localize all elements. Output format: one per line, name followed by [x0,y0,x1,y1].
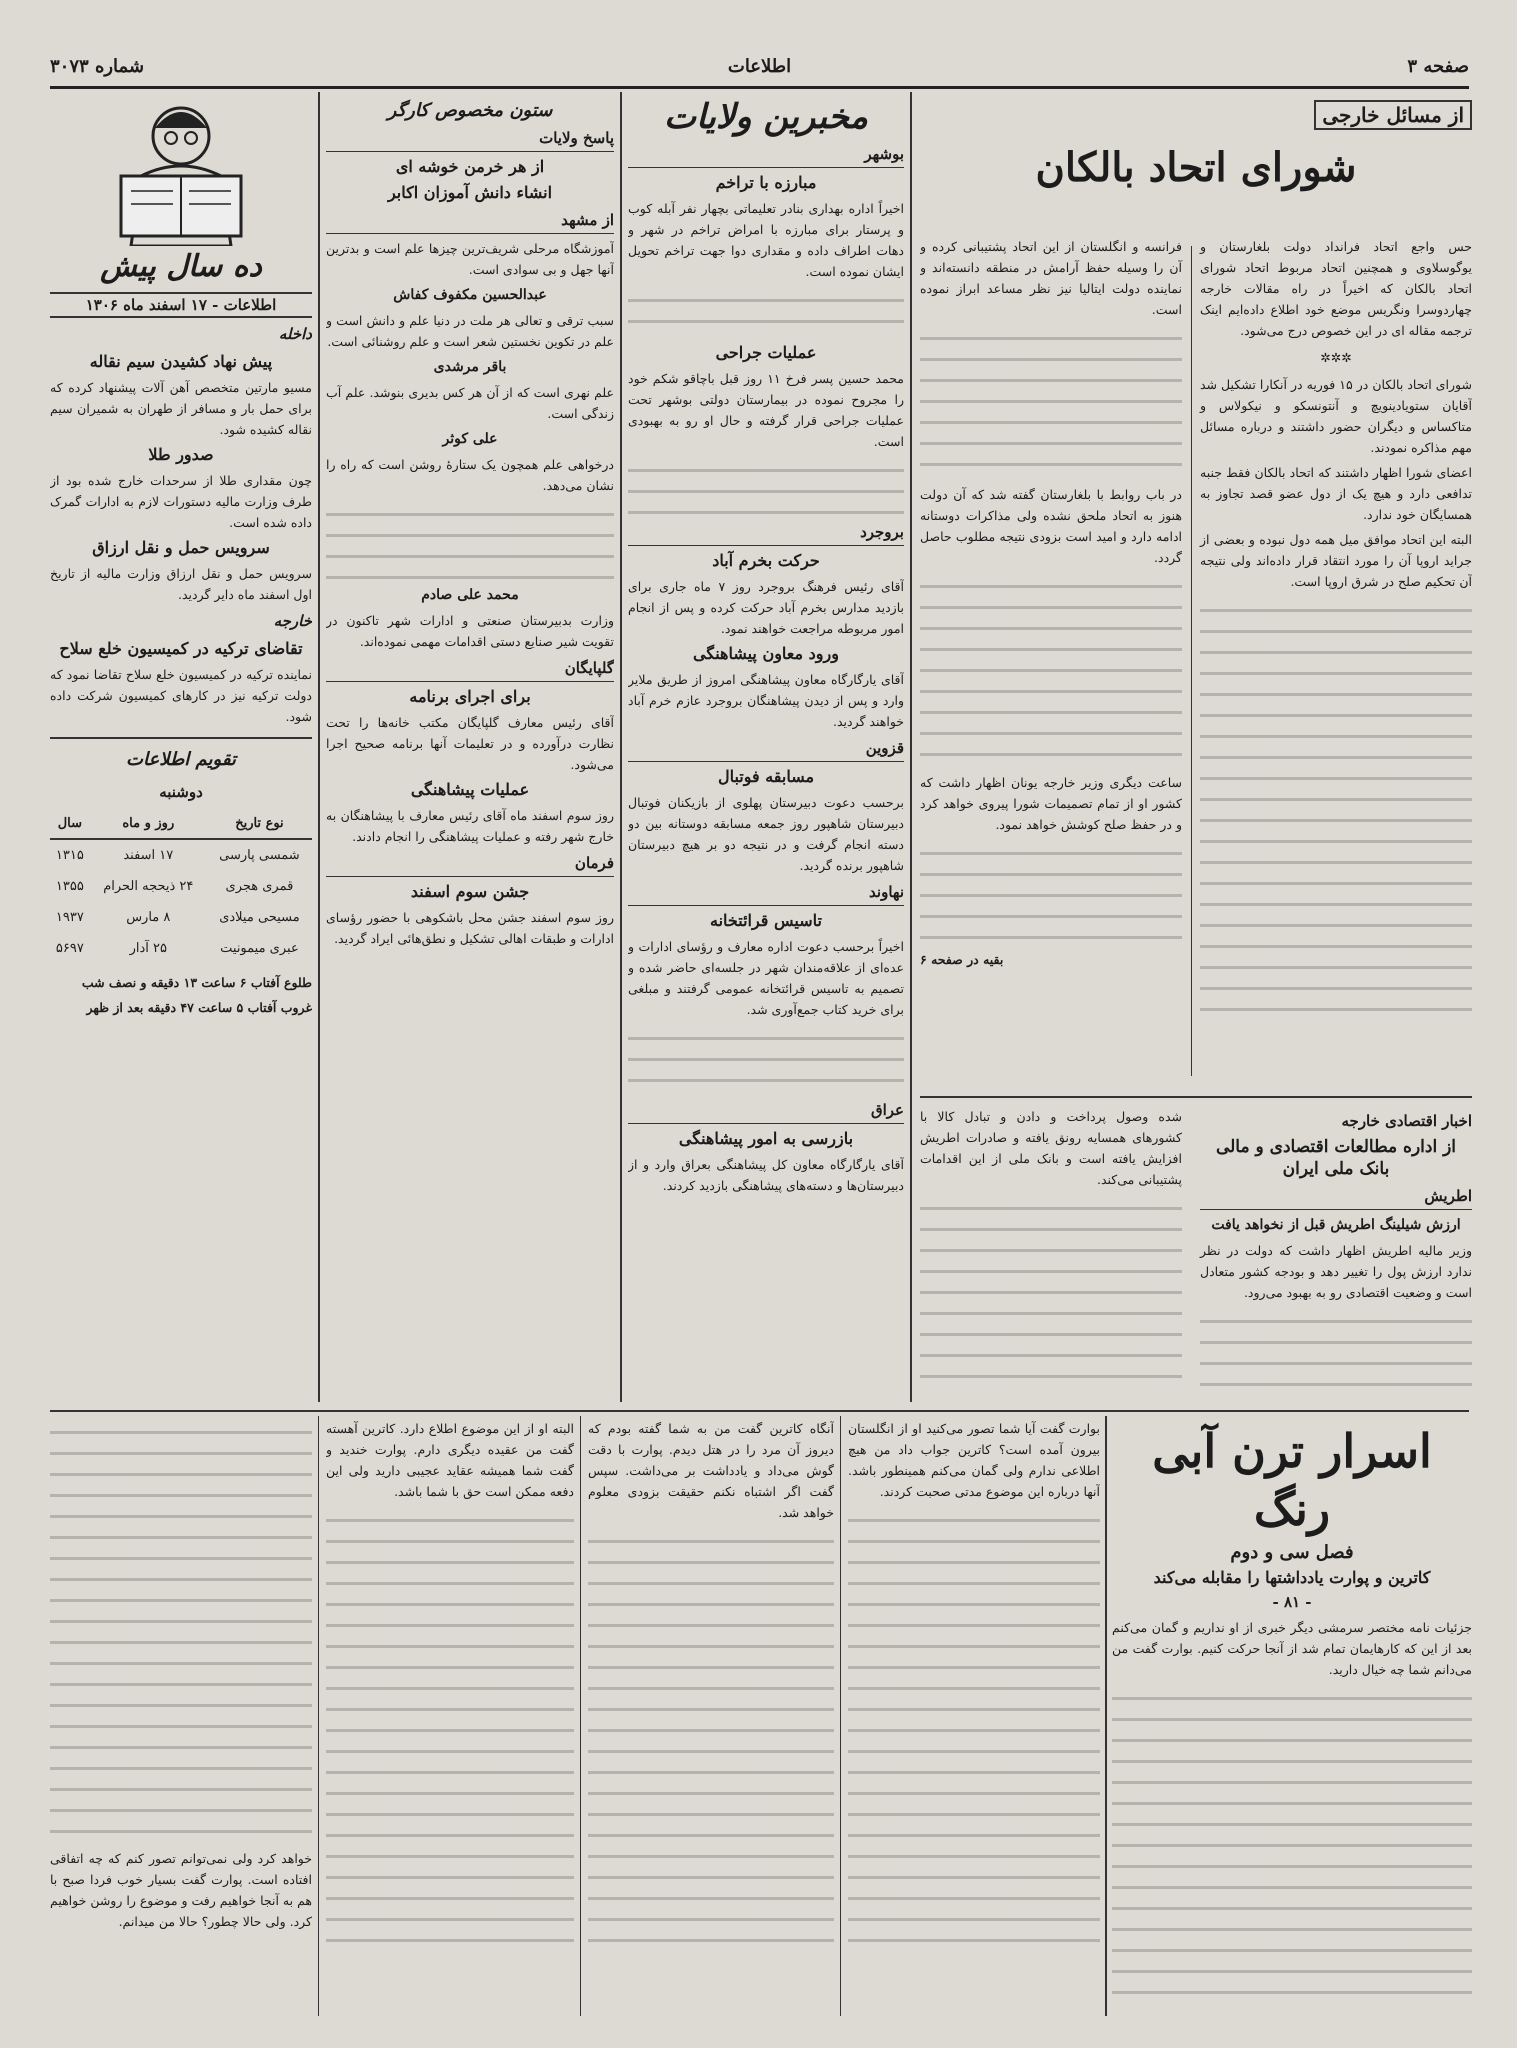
foreign-paragraph: شورای اتحاد بالکان در ۱۵ فوریه در آنکارا تشکیل شد آقایان ستویادینویچ و آنتونسکو و نیکولاس و متاکساس و دیگران حضور داشتند و درباره مسائل مهم مذاکره نمودند. [1200,377,1472,455]
news-text: اخیراً برحسب دعوت اداره معارف و رؤسای ادارات و عده‌ای از علاقه‌مندان شهر در جلسه‌ای حاضر شده و تصمیم به تاسیس قرائتخانه عمومی گرفتند و مبلغی برای خرید کتاب جمع‌آوری شد. [628,939,904,1017]
page-number: صفحه ۳ [1407,56,1469,77]
section-rule [50,737,312,739]
calendar-day: دوشنبه [159,783,203,801]
news-text: آقای یارگارگاه معاون پیشاهنگی امروز از طریق ملایر وارد و پس از دیدن پیشاهنگان بروجرد عازم خرم آباد خواهند گردید. [628,672,904,729]
text-block [920,1194,1182,1384]
news-headline: حرکت بخرم آباد [712,551,820,570]
table-row [50,902,312,933]
old-news-text: نماینده ترکیه در کمیسیون خلع سلاح تقاضا نمود که دولت ترکیه نیز در کارهای کمیسیون شرکت داده شود. [50,667,312,724]
text-block [50,1418,312,1848]
sunrise-time: طلوع آفتاب ۶ ساعت ۱۳ دقیقه و نصف شب [81,975,312,990]
sunset-time: غروب آفتاب ۵ ساعت ۴۷ دقیقه بعد از ظهر [86,1000,312,1015]
serial-text: آنگاه کاترین گفت من به شما گفته بودم که دیروز آن مرد را در هتل دیدم. پوارت با دقت گوش می‌داد و یادداشت بر می‌داشت. سپس گفت اگر اشتباه نکنم حقیقت بزودی معلوم خواهد شد. [588,1421,834,1520]
serial-text: بوارت گفت آیا شما تصور می‌کنید او از انگلستان بیرون آمده است؟ کاترین جواب داد من هیچ اطلاعی ندارم ولی گمان می‌کنم همینطور باشد. آنها درباره این موضوع مدتی صحبت کردند. [848,1421,1100,1499]
letters-section-label: ستون مخصوص کارگر [387,100,553,121]
old-news-headline: صدور طلا [148,445,214,464]
serial-text: البته او از این موضوع اطلاع دارد. کاترین آهسته گفت من عقیده دیگری دارم. پوارت خندید و گفت شما همیشه عقاید عجیبی دارید ولی این دفعه ممکن است حق با شما باشد. [326,1421,574,1499]
provinces-title: مخبرین ولایات [664,97,868,137]
news-headline: ورود معاون پیشاهنگی [693,644,839,663]
letter-text: روز سوم اسفند ماه آقای رئیس معارف با پیشاهنگان به خارج شهر رفته و عملیات پیشاهنگی را انجام دادند. [326,808,614,844]
letters-headline: انشاء دانش آموزان اکابر [387,183,553,202]
econ-country: اطریش [1200,1186,1472,1210]
foreign-paragraph: در باب روابط با بلغارستان گفته شد که آن دولت هنوز به اتحاد ملحق نشده ولی مذاکرات دوستانه ادامه دارد و امید است بزودی نتیجه مطلوب حاصل گردد. [920,487,1182,565]
ten-years-date: اطلاعات - ۱۷ اسفند ماه ۱۳۰۶ [50,292,312,318]
city-label: نهاوند [628,882,904,906]
news-headline: تاسیس قرائتخانه [710,911,822,930]
calendar-header: نوع تاریخ [207,809,312,839]
balkan-title: شورای اتحاد بالکان [1035,144,1357,191]
city-label: بوشهر [628,144,904,168]
city-label: فرمان [326,853,614,877]
old-news-text: مسیو مارتین متخصص آهن آلات پیشنهاد کرده که برای حمل بار و مسافر از طهران به شمیران سیم نقاله کشیده شود. [50,380,312,437]
column-rule [620,92,622,1402]
city-label: از مشهد [326,210,614,234]
news-text: اخیراً اداره بهداری بنادر تعلیماتی بچهار نفر آبله کوب و پرستار برای مبارزه با امراض تراخم در شهر و دهات اطراف داده و مقداری دوا جهت تراخم تحویل ایشان نموده است. [628,201,904,279]
letter-text: علم نهری است که از آن هر کس بدیری بنوشد. علم آب زندگی است. [326,385,614,421]
letter-text: آموزشگاه مرحلی شریف‌ترین چیزها علم است و بدترین آنها جهل و بی سوادی است. [326,241,614,277]
serial-text: جزئیات نامه مختصر سرمشی دیگر خبری از او نداریم و گمان می‌کنم بعد از این که کارهایمان تمام شد از آنجا حرکت کنیم. بوارت گفت من می‌دانم شما چه خیال دارید. [1112,1620,1472,1677]
text-block [588,1527,834,1947]
calendar-cell: قمری هجری [225,879,294,894]
text-block [1200,596,1472,1016]
foreign-col-1 [1200,236,1472,1086]
city-label: قزوین [628,738,904,762]
old-news-headline: سرویس حمل و نقل ارزاق [92,538,270,557]
serial-subtitle: کاترین و پوارت یادداشتها را مقابله می‌کند [1153,1568,1431,1587]
letters-headline: جشن سوم اسفند [410,882,530,901]
letter-text: آقای رئیس معارف گلپایگان مکتب خانه‌ها را تحت نظارت درآورده و در تعلیمات آنها برنامه صحیح اجرا می‌شود. [326,715,614,772]
reader-illustration-icon [81,96,281,246]
ten-years-ago-section [50,96,312,1396]
column-rule [318,1416,319,2016]
calendar-cell: ۱۷ اسفند [123,848,174,863]
news-text: برحسب دعوت دبیرستان پهلوی از بازیکنان فوتبال دبیرستان شاهپور روز جمعه مسابقه دوستانه بین دو دسته انجام گرفت و در نتیجه دو بر هیچ دبیرستان شاهپور برنده گردید. [628,795,904,873]
text-block [628,286,904,338]
text-block [1112,1684,1472,1994]
serial-col-5 [50,1418,312,2018]
foreign-section-label: از مسائل خارجی [1314,100,1472,130]
news-headline: بازرسی به امور پیشاهنگی [678,1129,854,1148]
econ-subtitle: ارزش شیلینگ اطریش قبل از نخواهد یافت [1211,1217,1461,1233]
news-text: آقای یارگارگاه معاون کل پیشاهنگی بعراق وارد و از دبیرستان‌ها و دسته‌های پیشاهنگی بازدید کردند. [628,1157,904,1193]
author-name: علی کوثر [442,431,498,447]
calendar-cell: ۱۳۱۵ [55,848,84,863]
text-block [628,1024,904,1094]
author-name: عبدالحسین مکفوف کفاش [393,287,547,303]
city-label: بروجرد [628,522,904,546]
newspaper-name: اطلاعات [727,56,792,77]
econ-text: وزیر مالیه اطریش اظهار داشت که دولت در نظر ندارد ارزش پول را تغییر دهد و بودجه کشور متعادل است و وضعیت اقتصادی رو به بهبود می‌رود. [1200,1243,1472,1300]
foreign-paragraph: ساعت دیگری وزیر خارجه یونان اظهار داشت که کشور او از تمام تصمیمات شورا پیروی خواهد کرد و در حفظ صلح کوشش خواهد نمود. [920,775,1182,832]
domestic-label: داخله [278,325,312,343]
econ-section-label: اخبار اقتصادی خارجه [1341,1112,1472,1130]
provinces-section [628,96,904,1396]
news-headline: مسابقه فوتبال [717,767,815,786]
old-news-text: چون مقداری طلا از سرحدات خارج شده بود از طرف وزارت مالیه دستورات لازم به ادارات گمرک داده شده است. [50,473,312,530]
text-block [326,500,614,580]
serial-col-3 [588,1418,834,2018]
column-rule [1105,1416,1107,2016]
foreign-col-2 [920,236,1182,1086]
calendar-cell: ۸ مارس [126,910,171,925]
column-rule [580,1416,581,2016]
author-name: محمد علی صادم [421,587,519,603]
text-block [920,839,1182,949]
letters-sub: پاسخ ولایات [326,128,614,152]
calendar-header: سال [50,809,90,839]
news-text: محمد حسین پسر فرخ ۱۱ روز قبل باچاقو شکم خود را مجروح نموده در بیمارستان دولتی بوشهر تحت عملیات جراحی قرار گرفته و حال او رو به بهبودی است. [628,371,904,449]
serial-story-header [1112,1418,1472,2018]
calendar-header: روز و ماه [90,809,207,839]
foreign-paragraph: البته این اتحاد موافق میل همه دول نبوده و بعضی از جراید اروپا آن را مورد انتقاد قرار داده‌اند ولی نتیجه آن تحکیم صلح در شرق اروپا است. [1200,532,1472,589]
column-rule [840,1416,841,2016]
calendar-cell: ۱۹۳۷ [55,910,84,925]
calendar-cell: ۱۳۵۵ [55,879,84,894]
calendar-cell: عبری میمونیت [220,941,299,956]
foreign-intro: حس واجع اتحاد فرانداد دولت بلغارستان و یوگوسلاوی و همچنین اتحاد مربوط اتحاد شورای اتحاد بالکان که اخیراً در راه مقالات خارجه چهاردوسرا ونگریس موضع خود اطلاع داده‌ایم اینک ترجمه مقاله ای در این خصوص درج می‌شود. [1200,239,1472,338]
text-block [1200,1307,1472,1387]
column-rule [318,92,320,1402]
table-row [50,839,312,871]
letters-headline: برای اجرای برنامه [409,687,531,706]
economic-news [1200,1106,1472,1396]
star-divider: ✲✲✲ [1320,350,1352,365]
calendar-cell: شمسی پارسی [219,848,300,863]
section-rule [920,1096,1472,1098]
ten-years-title: ده سال پیش [100,249,262,284]
text-block [628,456,904,516]
foreign-paragraph: فرانسه و انگلستان از این اتحاد پشتیبانی کرده و آن را وسیله حفظ آرامش در منطقه دانسته‌اند و نماینده دولت ایتالیا نیز نظر مساعد ابراز نموده است. [920,239,1182,317]
city-label: گلپایگان [326,658,614,682]
continued-note: بقیه در صفحه ۶ [920,952,1004,967]
economic-news-cont [920,1106,1182,1396]
old-news-headline: تقاضای ترکیه در کمیسیون خلع سلاح [59,639,303,658]
serial-chapter: فصل سی و دوم [1230,1542,1354,1563]
letters-headline: از هر خرمن خوشه ای [395,157,545,176]
letter-text: درخواهی علم همچون یک ستارهٔ روشن است که راه را نشان می‌دهد. [326,457,614,493]
news-text: آقای رئیس فرهنگ بروجرد روز ۷ ماه جاری برای بازدید مدارس بخرم آباد حرکت کرده و پس از انجام امور مربوطه مراجعت خواهند نمود. [628,579,904,636]
letter-text: روز سوم اسفند جشن محل باشکوهی با حضور رؤسای ادارات و طبقات اهالی تشکیل و نطق‌هائی ایراد گردید. [326,910,614,946]
page-header [50,52,1469,89]
column-rule [1191,246,1192,1076]
table-row [50,871,312,902]
old-news-headline: پیش نهاد کشیدن سیم نقاله [89,352,273,371]
serial-part: - ۸۱ - [1272,1593,1312,1611]
calendar-table [50,809,312,964]
letter-text: سبب ترقی و تعالی هر ملت در دنیا علم و دانش است و علم در تکوین نخستین شعر است و علم روشنائی است. [326,313,614,349]
text-block [848,1506,1100,1946]
calendar-cell: مسیحی میلادی [219,910,300,925]
section-rule [50,1410,1469,1412]
letter-text: وزارت بدبیرستان صنعتی و ادارات شهر تاکنون در تقویت شیر صنایع دستی اقدامات مهمی نموده‌اند. [326,613,614,649]
foreign-label: خارجه [273,612,312,630]
calendar-cell: ۲۵ آدار [129,941,167,956]
foreign-affairs-section [920,96,1472,1396]
text-block [920,324,1182,484]
news-headline: عملیات جراحی [715,343,817,362]
calendar-title: تقویم اطلاعات [126,749,236,770]
letters-headline: عملیات پیشاهنگی [410,780,530,799]
text-block [920,572,1182,772]
column-rule [910,92,912,1402]
old-news-text: سرویس حمل و نقل ارزاق وزارت مالیه از تاریخ اول اسفند ماه دایر گردید. [50,566,312,602]
news-headline: مبارزه با تراخم [715,173,817,192]
calendar-cell: ۲۴ ذیحجه الحرام [103,879,194,894]
issue-number: شماره ۳۰۷۳ [50,56,145,77]
serial-col-2 [848,1418,1100,2018]
econ-title: از اداره مطالعات اقتصادی و مالی بانک ملی ایران [1215,1137,1457,1179]
foreign-paragraph: اعضای شورا اظهار داشتند که اتحاد بالکان فقط جنبه تدافعی دارد و هیچ یک از دول عضو قصد تجاوز به همسایگان خود ندارد. [1200,465,1472,522]
serial-col-4 [326,1418,574,2018]
text-block [326,1506,574,1946]
serial-title: اسرار ترن آبی رنگ [1152,1424,1432,1536]
author-name: باقر مرشدی [433,359,507,375]
econ-text: شده وصول پرداخت و دادن و تبادل کالا با کشورهای همسایه رونق یافته و صادرات اطریش افزایش یافته است و بانک ملی از این اقدامات پشتیبانی می‌کند. [920,1109,1182,1187]
city-label: عراق [628,1100,904,1124]
table-row [50,933,312,964]
calendar-cell: ۵۶۹۷ [55,941,84,956]
letters-section [326,96,614,1396]
serial-text: خواهد کرد ولی نمی‌توانم تصور کنم که چه اتفاقی افتاده است. پوارت گفت بسیار خوب فردا صبح با هم به آنجا خواهیم رفت و موضوع را روشن خواهیم کرد. ولی حالا چطور؟ حالا من میدانم. [50,1851,312,1929]
